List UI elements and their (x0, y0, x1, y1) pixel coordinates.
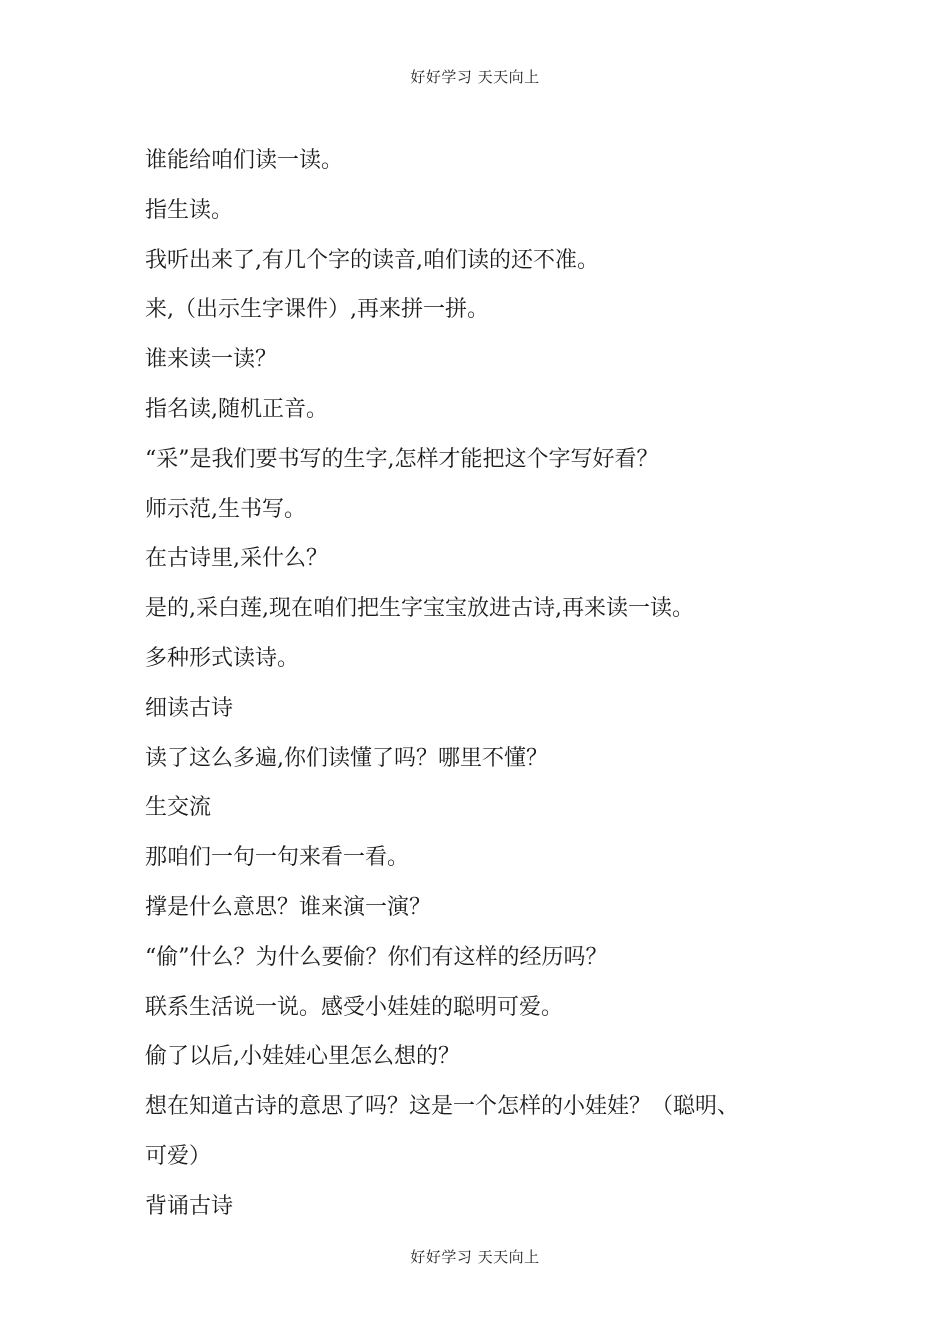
page-footer: 好好学习 天天向上 (410, 1248, 540, 1266)
text-line: 指生读。 (145, 197, 234, 223)
text-line: 想在知道古诗的意思了吗？这是一个怎样的小娃娃？（聪明、 (145, 1094, 740, 1120)
text-line: 生交流 (145, 795, 212, 821)
text-line: 联系生活说一说。感受小娃娃的聪明可爱。 (145, 994, 564, 1020)
text-line: 谁能给咱们读一读。 (145, 148, 344, 173)
text-line: 撑是什么意思？谁来演一演？ (145, 894, 432, 920)
text-line: 是的,采白莲,现在咱们把生字宝宝放进古诗,再来读一读。 (145, 596, 694, 622)
text-line: 在古诗里,采什么？ (145, 546, 328, 572)
section-heading: 细读古诗 (145, 695, 234, 721)
text-line: “采”是我们要书写的生字,怎样才能把这个字写好看？ (145, 446, 659, 472)
text-line: 师示范,生书写。 (145, 496, 306, 522)
text-line: “偷”什么？为什么要偷？你们有这样的经历吗？ (145, 944, 608, 970)
text-line: 读了这么多遍,你们读懂了吗？哪里不懂？ (145, 745, 548, 771)
text-line: 那咱们一句一句来看一看。 (145, 845, 410, 871)
document-body (145, 136, 825, 1232)
text-line: 谁来读一读？ (145, 347, 278, 373)
text-line: 来,（出示生字课件）,再来拼一拼。 (145, 297, 489, 323)
section-heading: 背诵古诗 (145, 1193, 234, 1219)
text-line: 多种形式读诗。 (145, 645, 300, 671)
text-line: 偷了以后,小娃娃心里怎么想的？ (145, 1044, 460, 1070)
text-line: 指名读,随机正音。 (145, 396, 328, 422)
text-line: 我听出来了,有几个字的读音,咱们读的还不准。 (145, 247, 599, 273)
text-line: 可爱） (145, 1143, 212, 1169)
page-header: 好好学习 天天向上 (410, 68, 540, 86)
